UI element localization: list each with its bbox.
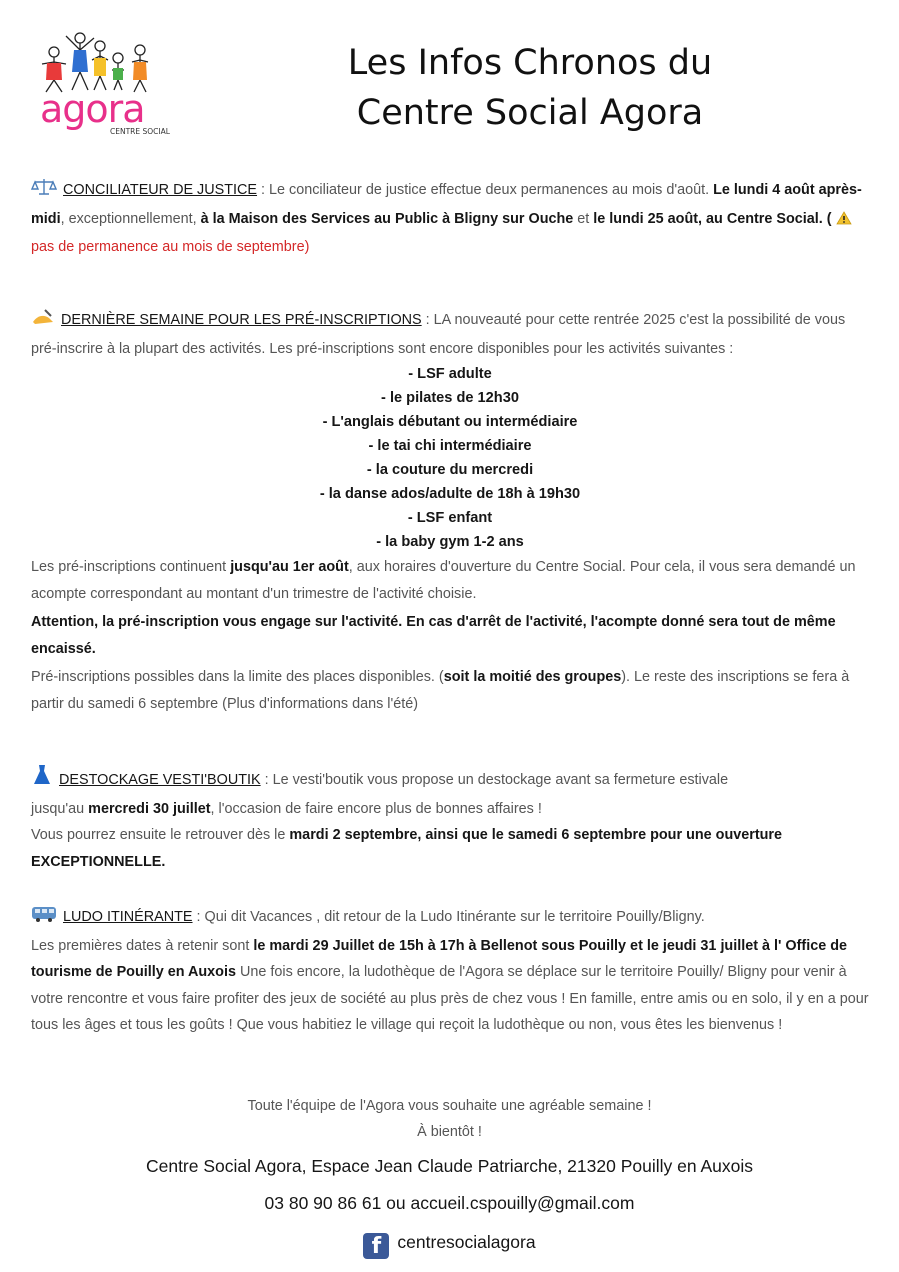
list-item: - la couture du mercredi: [366, 462, 534, 478]
writing-hand-icon: [31, 308, 55, 336]
continuation-text: Les pré-inscriptions continuent: [31, 559, 231, 575]
agora-logo: [32, 30, 182, 140]
vestiboutik-text: : Le vesti'boutik vous propose un destockage avant sa fermeture estivale: [260, 772, 729, 788]
list-item: - la danse ados/adulte de 18h à 19h30: [319, 486, 581, 502]
scales-icon: [31, 178, 57, 206]
closing-message: [0, 1093, 899, 1145]
vestiboutik-text: , l'occasion de faire encore plus de bonnes affaires !: [210, 800, 542, 817]
conciliateur-text: et: [573, 210, 594, 227]
list-item: - LSF enfant: [407, 510, 493, 526]
list-item: - la baby gym 1-2 ans: [376, 534, 524, 550]
warning-icon: [836, 208, 852, 235]
vestiboutik-text: jusqu'au: [31, 800, 89, 817]
list-item: - le pilates de 12h30: [381, 390, 519, 406]
vestiboutik-heading: DESTOCKAGE VESTI'BOUTIK: [59, 772, 261, 788]
bus-icon: [31, 905, 57, 933]
page-title: [280, 38, 780, 138]
conciliateur-text: , exceptionnellement,: [60, 210, 201, 227]
activities-list: [200, 362, 700, 554]
closing-line-2: À bientôt !: [417, 1124, 482, 1140]
section-conciliateur: [31, 177, 873, 261]
list-item: - LSF adulte: [408, 366, 492, 382]
conciliateur-text: : Le conciliateur de justice effectue deux permanences au mois d'août.: [257, 182, 714, 198]
title-line-2: Centre Social Agora: [356, 93, 704, 133]
preinscriptions-continuation: [31, 554, 873, 607]
limit-text: ). Le reste des inscriptions se fera à partir du samedi 6 septembre (Plus d'informations dans l'été): [31, 669, 850, 712]
ludo-dates: le mardi 29 Juillet de 15h à 17h à Bellenot sous Pouilly et le jeudi 31 juillet à l' Office de tourisme de Pouilly en Auxois: [31, 937, 848, 980]
preinscriptions-limit: [31, 664, 873, 717]
limit-bold: soit la moitié des groupes: [443, 669, 622, 685]
ludo-text: : Qui dit Vacances , dit retour de la Ludo Itinérante sur le territoire Pouilly/Bligny.: [192, 909, 705, 925]
list-item: - L'anglais débutant ou intermédiaire: [322, 414, 578, 430]
section-vestiboutik: [31, 764, 873, 875]
conciliateur-heading: CONCILIATEUR DE JUSTICE: [63, 182, 258, 198]
vestiboutik-reopening: mardi 2 septembre, ainsi que le samedi 6 septembre pour une ouverture EXCEPTIONNELLE.: [31, 827, 783, 870]
ludo-heading: LUDO ITINÉRANTE: [63, 909, 193, 925]
footer-contact: 03 80 90 86 61 ou accueil.cspouilly@gmail.com: [264, 1193, 635, 1213]
vestiboutik-text: Vous pourrez ensuite le retrouver dès le: [31, 827, 290, 843]
preinscriptions-heading: DERNIÈRE SEMAINE POUR LES PRÉ-INSCRIPTIONS: [61, 312, 422, 328]
conciliateur-date-2: le lundi 25 août, au Centre Social. (: [593, 210, 836, 227]
ludo-text: Une fois encore, la ludothèque de l'Agora se déplace sur le territoire Pouilly/ Bligny pour venir à votre rencontre et vous faire profiter des jeux de société au plus près de chez vous ! En famille, entre amis ou en solo, il y en a pour tous les âges et tous les goûts ! Que vous habitiez le village qui reçoit la ludothèque ou non, vous êtes les bienvenus !: [31, 964, 869, 1033]
vestiboutik-date: mercredi 30 juillet: [88, 800, 211, 817]
conciliateur-place-1: à la Maison des Services au Public à Bligny sur Ouche: [200, 210, 574, 227]
logo-subtitle: CENTRE SOCIAL: [110, 127, 170, 136]
continuation-date: jusqu'au 1er août: [230, 559, 349, 575]
dress-icon: [31, 764, 53, 796]
logo-wordmark: agora: [40, 87, 145, 131]
title-line-1: Les Infos Chronos du: [347, 43, 713, 83]
attention-text: Attention, la pré-inscription vous engage sur l'activité. En cas d'arrêt de l'activité, l'acompte donné sera tout de même encaissé.: [31, 614, 836, 657]
section-preinscriptions: [31, 307, 873, 362]
footer-address: Centre Social Agora, Espace Jean Claude Patriarche, 21320 Pouilly en Auxois: [145, 1156, 754, 1176]
preinscriptions-attention: [31, 609, 873, 662]
list-item: - le tai chi intermédiaire: [368, 438, 532, 454]
continuation-text: , aux horaires d'ouverture du Centre Social. Pour cela, il vous sera demandé un acompte correspondant au montant d'un trimestre de l'activité choisie.: [31, 559, 856, 602]
footer-facebook[interactable]: [0, 1228, 899, 1259]
closing-line-1: Toute l'équipe de l'Agora vous souhaite une agréable semaine !: [247, 1098, 652, 1114]
section-ludo: [31, 904, 873, 1039]
facebook-icon[interactable]: f: [363, 1233, 389, 1259]
conciliateur-date-1: Le lundi 4 août après-midi: [31, 182, 862, 227]
ludo-text: Les premières dates à retenir sont: [31, 937, 254, 954]
facebook-handle[interactable]: centresocialagora: [397, 1232, 536, 1252]
limit-text: Pré-inscriptions possibles dans la limite des places disponibles. (: [31, 669, 444, 685]
conciliateur-warning-note: pas de permanence au mois de septembre): [31, 239, 310, 255]
preinscriptions-intro: : LA nouveauté pour cette rentrée 2025 c'est la possibilité de vous pré-inscrire à la plupart des activités. Les pré-inscriptions sont encore disponibles pour les activités suivantes :: [31, 312, 846, 357]
